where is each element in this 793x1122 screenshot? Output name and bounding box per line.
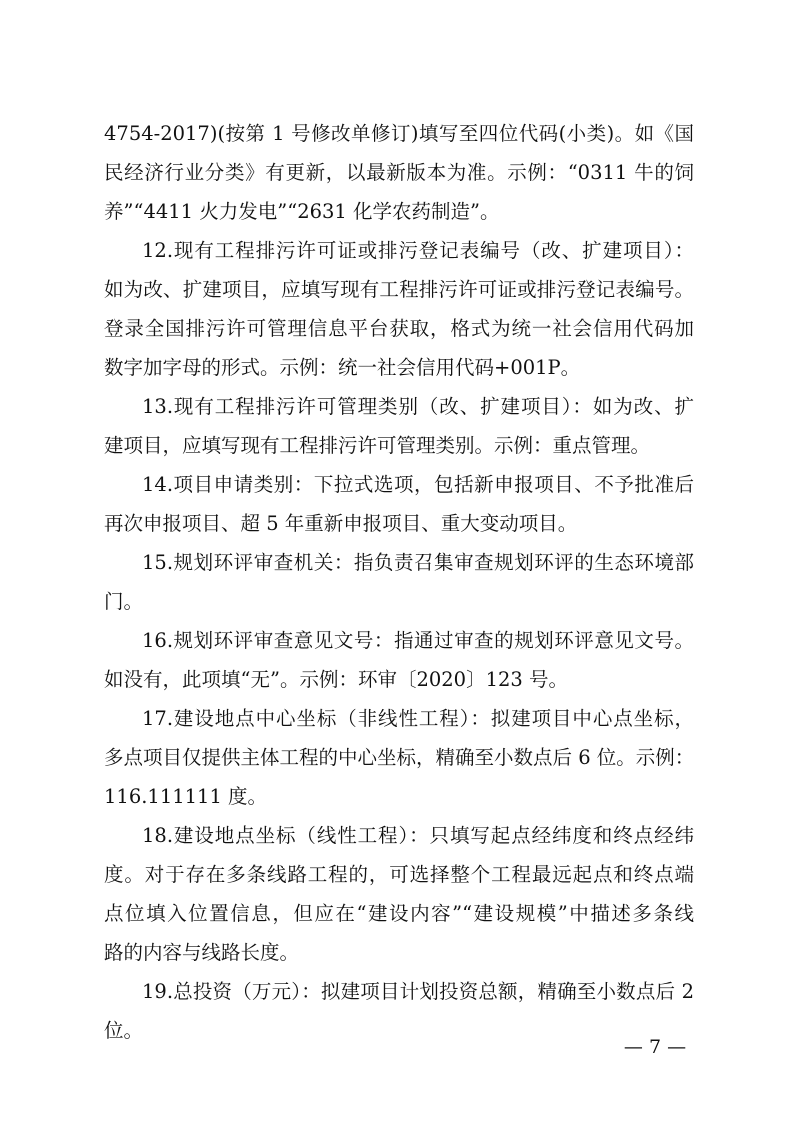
text-line: 养”“4411 火力发电”“2631 化学农药制造”。 bbox=[104, 200, 500, 223]
text-line: 位。 bbox=[104, 1019, 144, 1042]
text-line: 再次申报项目、超 5 年重新申报项目、重大变动项目。 bbox=[104, 512, 578, 535]
document-body bbox=[104, 114, 694, 1050]
text-line: 13.现有工程排污许可管理类别（改、扩建项目）：如为改、扩 bbox=[142, 395, 694, 418]
text-line: 19.总投资（万元）：拟建项目计划投资总额，精确至小数点后 2 bbox=[142, 980, 694, 1003]
text-line: 116.111111 度。 bbox=[104, 785, 268, 808]
text-line: 如没有，此项填“无”。示例：环审〔2020〕123 号。 bbox=[104, 668, 568, 691]
text-line: 16.规划环评审查意见文号：指通过审查的规划环评意见文号。 bbox=[142, 629, 694, 652]
text-line: 17.建设地点中心坐标（非线性工程）：拟建项目中心点坐标， bbox=[142, 707, 694, 730]
text-line: 多点项目仅提供主体工程的中心坐标，精确至小数点后 6 位。示例： bbox=[104, 746, 695, 769]
text-line: 12.现有工程排污许可证或排污登记表编号（改、扩建项目）： bbox=[142, 239, 694, 262]
page-number: — 7 — bbox=[623, 1036, 687, 1058]
text-line: 点位填入位置信息，但应在“建设内容”“建设规模”中描述多条线 bbox=[104, 902, 694, 925]
text-line: 如为改、扩建项目，应填写现有工程排污许可证或排污登记表编号。 bbox=[104, 278, 694, 301]
text-line: 建项目，应填写现有工程排污许可管理类别。示例：重点管理。 bbox=[104, 434, 651, 457]
text-line: 4754-2017)(按第 1 号修改单修订)填写至四位代码(小类)。如《国 bbox=[104, 122, 694, 145]
text-line: 度。对于存在多条线路工程的，可选择整个工程最远起点和终点端 bbox=[104, 863, 694, 886]
text-line: 路的内容与线路长度。 bbox=[104, 941, 300, 964]
text-line: 数字加字母的形式。示例：统一社会信用代码+001P。 bbox=[104, 356, 581, 379]
text-line: 民经济行业分类》有更新，以最新版本为准。示例：“0311 牛的饲 bbox=[104, 161, 694, 184]
text-line: 14.项目申请类别：下拉式选项，包括新申报项目、不予批准后 bbox=[142, 473, 694, 496]
text-line: 登录全国排污许可管理信息平台获取，格式为统一社会信用代码加 bbox=[104, 317, 694, 340]
text-line: 15.规划环评审查机关：指负责召集审查规划环评的生态环境部 bbox=[142, 551, 694, 574]
text-line: 门。 bbox=[104, 590, 144, 613]
text-line: 18.建设地点坐标（线性工程）：只填写起点经纬度和终点经纬 bbox=[142, 824, 694, 847]
